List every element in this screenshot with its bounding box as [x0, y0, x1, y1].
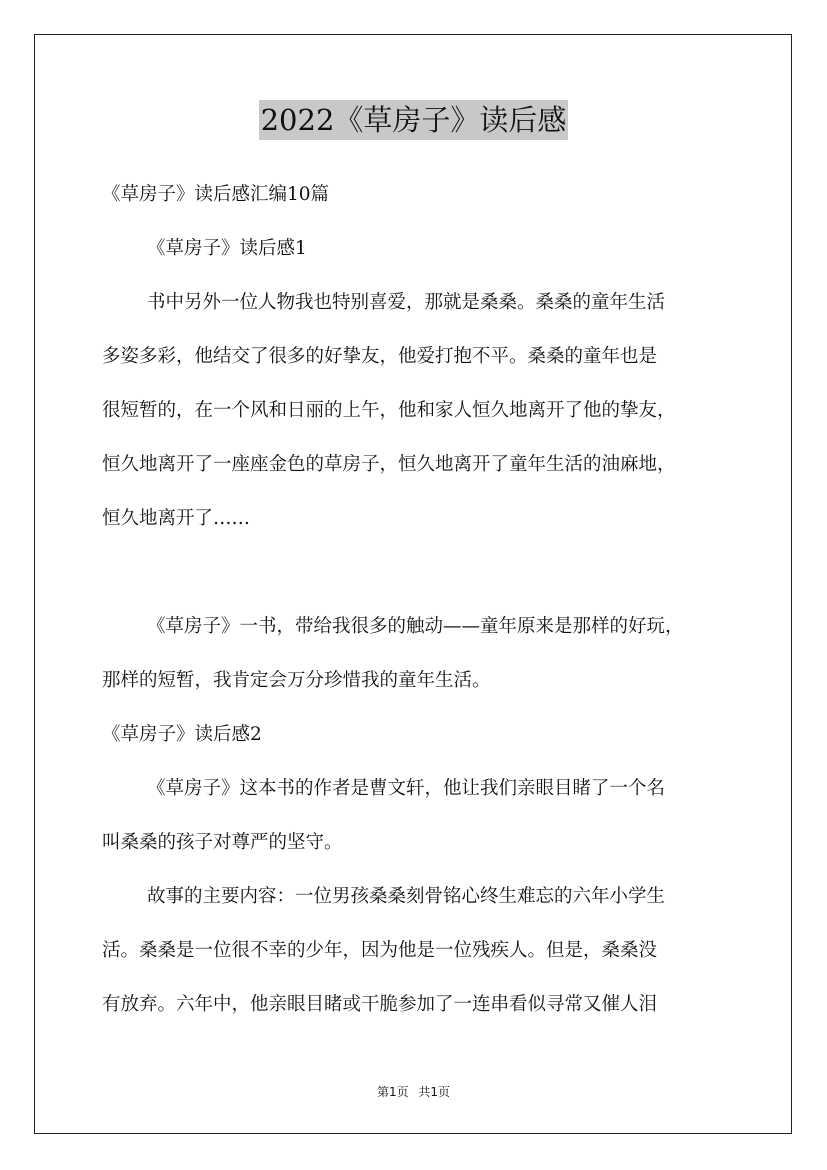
paragraph-line: 有放弃。六年中，他亲眼目睹或干脆参加了一连串看似寻常又催人泪 [102, 994, 658, 1015]
page-total: 共1页 [418, 1085, 451, 1099]
paragraph-line: 叫桑桑的孩子对尊严的坚守。 [102, 832, 343, 853]
document-title: 2022《草房子》读后感 [259, 100, 569, 140]
paragraph-line: 恒久地离开了一座座金色的草房子，恒久地离开了童年生活的油麻地， [102, 454, 676, 475]
section-heading-2: 《草房子》读后感2 [102, 724, 262, 745]
section-heading-1: 《草房子》读后感1 [147, 238, 307, 259]
subtitle-line: 《草房子》读后感汇编10篇 [102, 184, 330, 205]
paragraph-line: 很短暂的，在一个风和日丽的上午，他和家人恒久地离开了他的挚友， [102, 400, 676, 421]
paragraph-line: 恒久地离开了…… [102, 508, 251, 529]
page-number: 第1页 [376, 1085, 409, 1099]
paragraph-line: 那样的短暂，我肯定会万分珍惜我的童年生活。 [102, 670, 491, 691]
paragraph-line: 《草房子》一书，带给我很多的触动——童年原来是那样的好玩， [147, 616, 684, 637]
paragraph-line: 活。桑桑是一位很不幸的少年，因为他是一位残疾人。但是，桑桑没 [102, 940, 658, 961]
paragraph-line: 故事的主要内容：一位男孩桑桑刻骨铭心终生难忘的六年小学生 [147, 886, 666, 907]
paragraph-line: 书中另外一位人物我也特别喜爱，那就是桑桑。桑桑的童年生活 [147, 292, 666, 313]
paragraph-line: 《草房子》这本书的作者是曹文轩，他让我们亲眼目睹了一个名 [147, 778, 666, 799]
paragraph-line: 多姿多彩，他结交了很多的好挚友，他爱打抱不平。桑桑的童年也是 [102, 346, 658, 367]
page-footer [0, 1083, 827, 1100]
